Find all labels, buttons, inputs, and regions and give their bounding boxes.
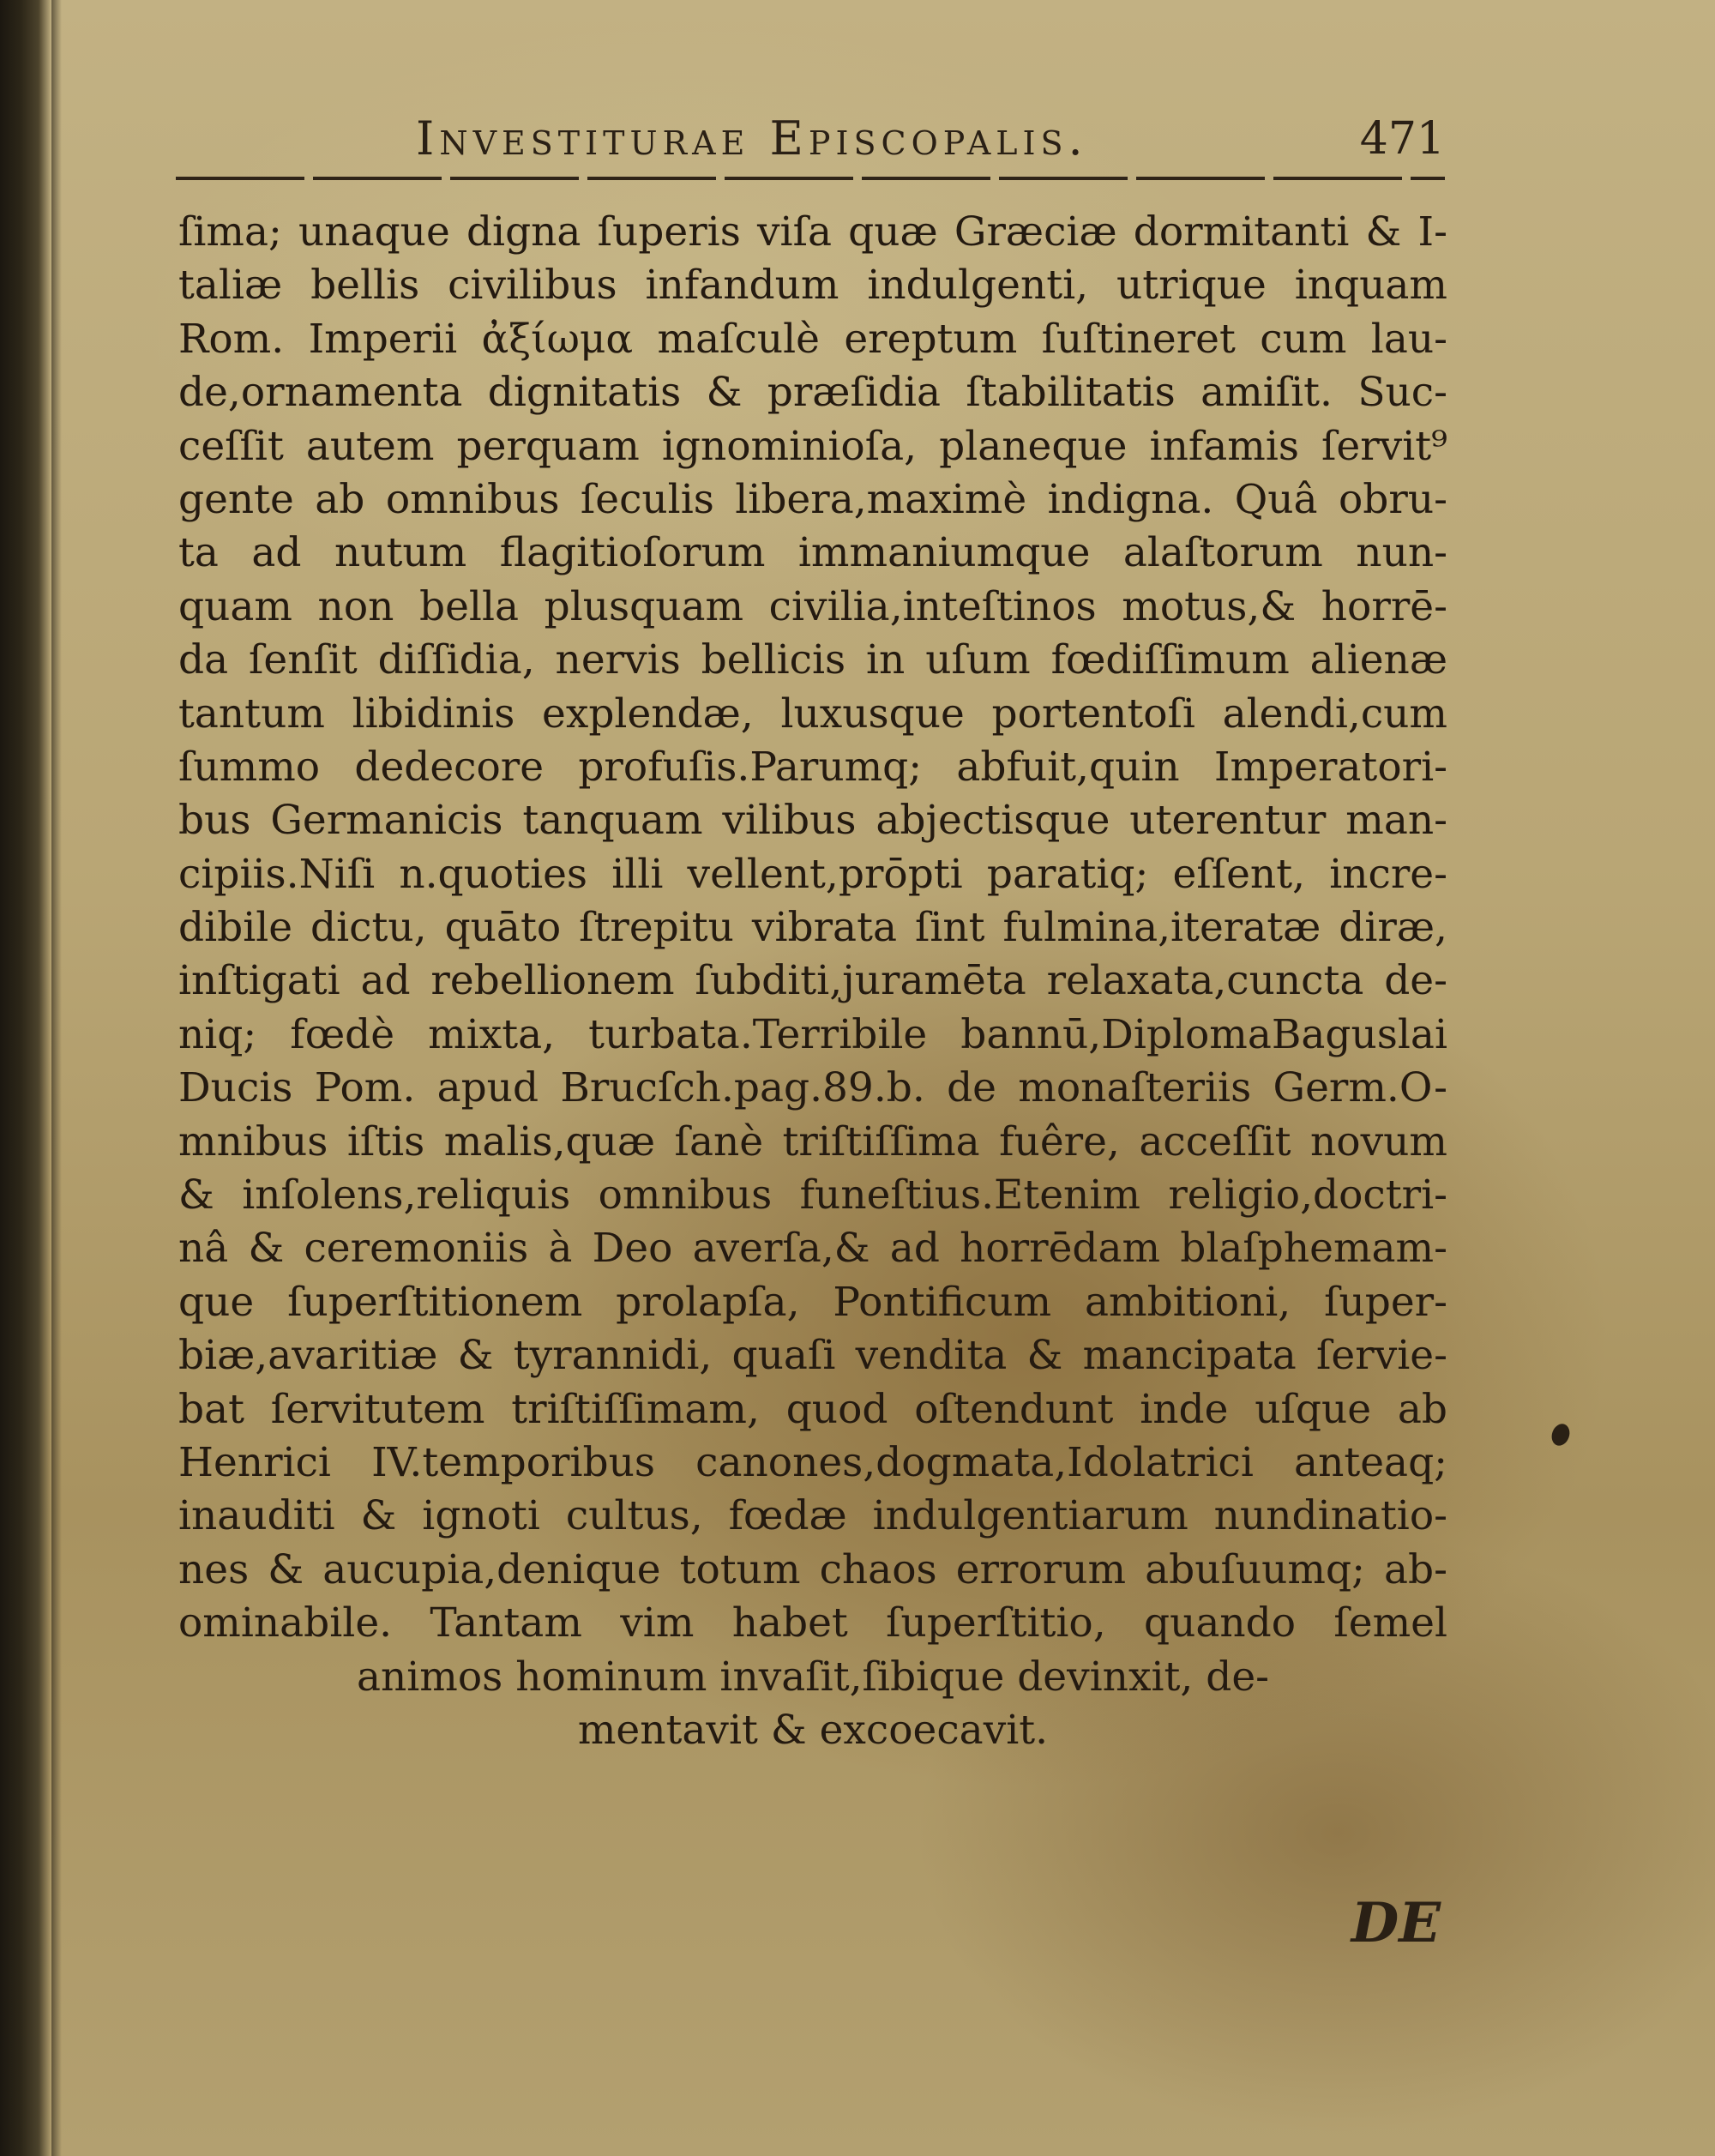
text-line: gente ab omnibus ſeculis libera,maximè indigna. Quâ obru- bbox=[178, 475, 1447, 523]
page-header bbox=[176, 101, 1445, 178]
book-spine-shadow bbox=[0, 0, 51, 2156]
text-line: biæ,avaritiæ & tyrannidi, quaſi vendita & mancipata ſervie- bbox=[178, 1332, 1447, 1380]
ink-blot bbox=[1549, 1421, 1573, 1448]
text-line-closing: mentavit & excoecavit. bbox=[577, 1706, 1049, 1754]
text-line: taliæ bellis civilibus infandum indulgenti, utrique inquam bbox=[178, 262, 1447, 310]
text-line: Ducis Pom. apud Brucſch.pag.89.b. de monaſteriis Germ.O- bbox=[178, 1064, 1447, 1112]
text-line: ta ad nutum flagitioſorum immaniumque alaſtorum nun- bbox=[178, 529, 1447, 577]
body-text bbox=[178, 206, 1447, 1757]
text-line: niq; fœdè mixta, turbata.Terribile bannū,DiplomaBaguslai bbox=[178, 1010, 1447, 1058]
text-line: quam non bella plusquam civilia,inteſtinos motus,& horrē- bbox=[178, 582, 1447, 630]
spine-edge-shadow bbox=[51, 0, 62, 2156]
text-line: inauditi & ignoti cultus, fœdæ indulgentiarum nundinatio- bbox=[178, 1492, 1447, 1540]
page-number: 471 bbox=[1359, 113, 1445, 165]
text-line: de,ornamenta dignitatis & præſidia ſtabilitatis amiſit. Suc- bbox=[178, 369, 1447, 417]
text-line: bus Germanicis tanquam vilibus abjectisque uterentur man- bbox=[178, 797, 1447, 845]
text-line: ceſſit autem perquam ignominioſa, planeque infamis ſervit⁹ bbox=[178, 422, 1447, 470]
text-line: mnibus iſtis malis,quæ ſanè triſtiſſima fuêre, acceſſit novum bbox=[178, 1117, 1447, 1165]
catchword: DE bbox=[1351, 1891, 1441, 1955]
text-line-closing: animos hominum invaſit,ſibique devinxit, de- bbox=[356, 1653, 1270, 1701]
running-title: Investiturae Episcopalis. bbox=[416, 111, 1088, 166]
text-line: da ſenſit diſſidia, nervis bellicis in uſum fœdiſſimum alienæ bbox=[178, 636, 1447, 684]
text-line: Henrici IV.temporibus canones,dogmata,Idolatrici anteaq; bbox=[178, 1438, 1447, 1486]
text-line: inſtigati ad rebellionem ſubditi,juramēta relaxata,cuncta de- bbox=[178, 957, 1447, 1005]
text-line: dibile dictu, quāto ſtrepitu vibrata ſint fulmina,iteratæ diræ, bbox=[178, 904, 1447, 952]
text-line: que ſuperſtitionem prolapſa, Pontificum ambitioni, ſuper- bbox=[178, 1278, 1447, 1326]
text-line: & inſolens,reliquis omnibus funeſtius.Etenim religio,doctri- bbox=[178, 1171, 1447, 1220]
text-line: Rom. Imperii ἀξίωμα maſculè ereptum ſuſtineret cum lau- bbox=[178, 315, 1447, 363]
text-line: cipiis.Niſi n.quoties illi vellent,prōpti paratiq; eſſent, incre- bbox=[178, 850, 1447, 898]
header-rule bbox=[176, 177, 1445, 180]
text-line: ominabile. Tantam vim habet ſuperſtitio, quando ſemel bbox=[178, 1599, 1447, 1647]
text-line: bat ſervitutem triſtiſſimam, quod oſtendunt inde uſque ab bbox=[178, 1385, 1447, 1433]
text-line: nes & aucupia,denique totum chaos errorum abuſuumq; ab- bbox=[178, 1545, 1447, 1593]
text-line: ſummo dedecore profuſis.Parumq; abfuit,quin Imperatori- bbox=[178, 743, 1447, 791]
text-line: nâ & ceremoniis à Deo averſa,& ad horrēdam blaſphemam- bbox=[178, 1225, 1447, 1273]
text-line: ſima; unaque digna ſuperis viſa quæ Græciæ dormitanti & I- bbox=[178, 208, 1447, 256]
text-line: tantum libidinis explendæ, luxusque portentoſi alendi,cum bbox=[178, 690, 1447, 738]
